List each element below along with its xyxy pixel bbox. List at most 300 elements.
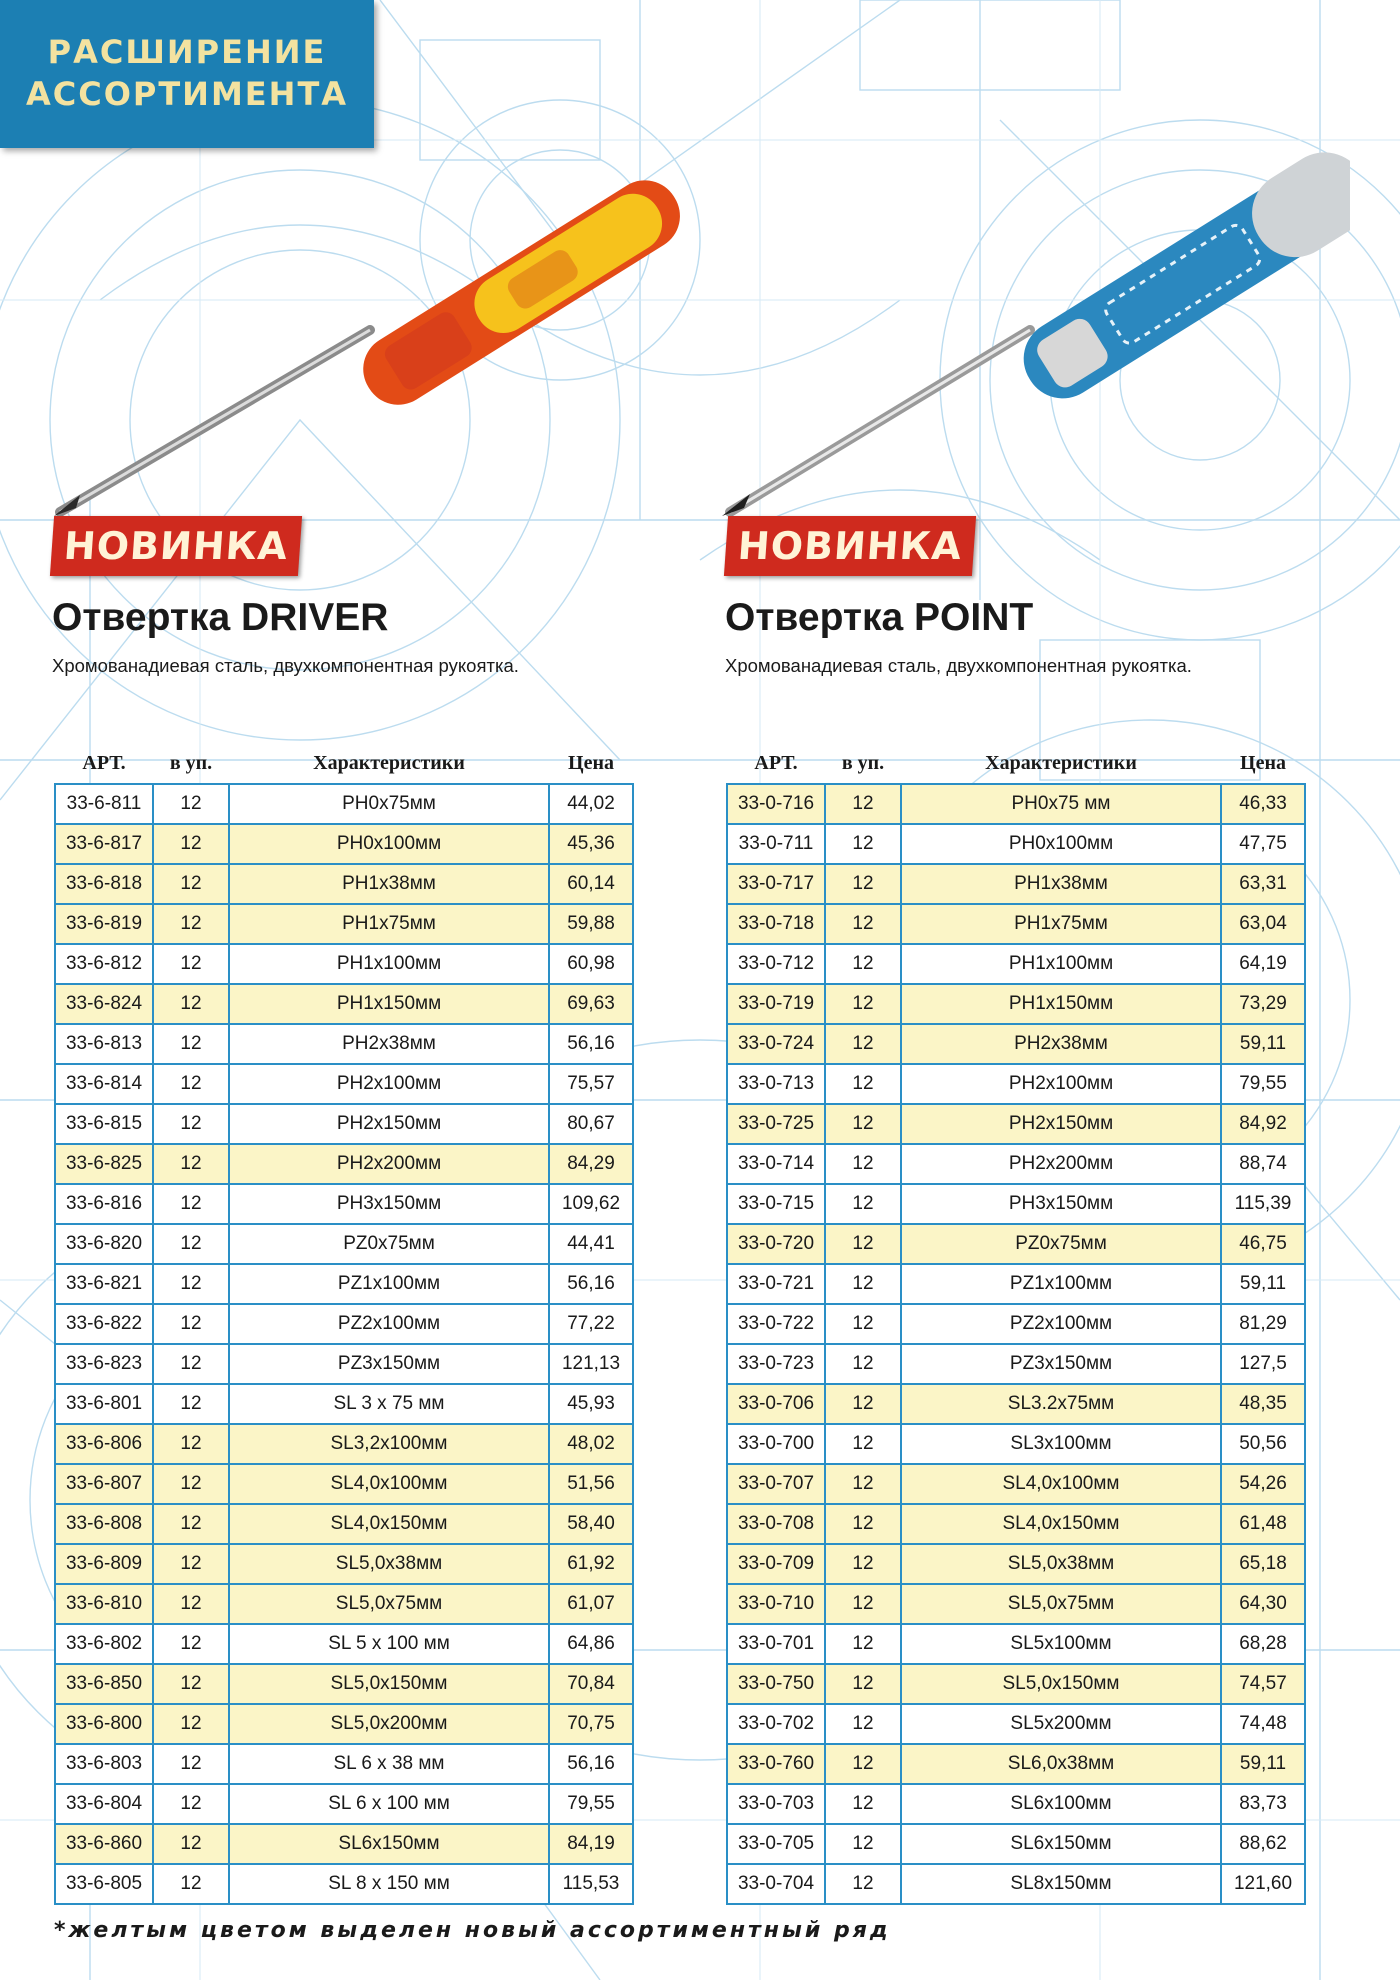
cell-pack-qty: 12 [153, 1144, 229, 1184]
cell-spec: SL8x150мм [901, 1864, 1221, 1904]
table-row [727, 1664, 1305, 1704]
cell-price: 121,60 [1221, 1864, 1305, 1904]
assortment-banner [0, 0, 374, 148]
cell-spec: PZ2x100мм [229, 1304, 549, 1344]
cell-spec: PH2x38мм [229, 1024, 549, 1064]
cell-article: 33-0-721 [727, 1264, 825, 1304]
cell-article: 33-6-807 [55, 1464, 153, 1504]
cell-price: 48,02 [549, 1424, 633, 1464]
cell-article: 33-0-718 [727, 904, 825, 944]
product-description-point: Хромованадиевая сталь, двухкомпонентная рукоятка. [725, 655, 1192, 676]
cell-article: 33-6-822 [55, 1304, 153, 1344]
cell-price: 64,19 [1221, 944, 1305, 984]
cell-spec: PZ0x75мм [229, 1224, 549, 1264]
cell-price: 54,26 [1221, 1464, 1305, 1504]
cell-spec: PZ1x100мм [901, 1264, 1221, 1304]
table-row [55, 1064, 633, 1104]
cell-pack-qty: 12 [153, 1544, 229, 1584]
table-row [727, 824, 1305, 864]
cell-pack-qty: 12 [153, 984, 229, 1024]
table-row [55, 904, 633, 944]
cell-spec: PH0x75 мм [901, 784, 1221, 824]
cell-pack-qty: 12 [153, 1824, 229, 1864]
cell-pack-qty: 12 [153, 1264, 229, 1304]
cell-article: 33-0-708 [727, 1504, 825, 1544]
cell-price: 83,73 [1221, 1784, 1305, 1824]
cell-spec: SL6x100мм [901, 1784, 1221, 1824]
table-row [55, 1584, 633, 1624]
cell-price: 56,16 [549, 1744, 633, 1784]
cell-spec: SL5,0x200мм [229, 1704, 549, 1744]
cell-spec: SL5x200мм [901, 1704, 1221, 1744]
cell-pack-qty: 12 [825, 1144, 901, 1184]
cell-price: 84,29 [549, 1144, 633, 1184]
cell-pack-qty: 12 [153, 1624, 229, 1664]
header-pack: в уп. [169, 751, 213, 774]
cell-spec: PZ2x100мм [901, 1304, 1221, 1344]
cell-article: 33-0-702 [727, 1704, 825, 1744]
header-price: Цена [568, 751, 614, 774]
cell-spec: SL4,0x150мм [901, 1504, 1221, 1544]
cell-price: 79,55 [1221, 1064, 1305, 1104]
cell-article: 33-0-707 [727, 1464, 825, 1504]
cell-spec: SL 8 x 150 мм [229, 1864, 549, 1904]
cell-pack-qty: 12 [825, 1024, 901, 1064]
cell-pack-qty: 12 [825, 1224, 901, 1264]
table-row [727, 1704, 1305, 1744]
cell-spec: PH3x150мм [229, 1184, 549, 1224]
table-row [727, 1304, 1305, 1344]
cell-article: 33-6-818 [55, 864, 153, 904]
cell-article: 33-0-720 [727, 1224, 825, 1264]
cell-price: 60,14 [549, 864, 633, 904]
cell-price: 115,53 [549, 1864, 633, 1904]
cell-pack-qty: 12 [825, 1344, 901, 1384]
table-row [55, 1224, 633, 1264]
cell-article: 33-6-804 [55, 1784, 153, 1824]
cell-price: 77,22 [549, 1304, 633, 1344]
cell-pack-qty: 12 [153, 1664, 229, 1704]
cell-price: 88,74 [1221, 1144, 1305, 1184]
table-header-row [727, 743, 1305, 784]
cell-article: 33-6-816 [55, 1184, 153, 1224]
cell-price: 79,55 [549, 1784, 633, 1824]
cell-spec: SL6x150мм [229, 1824, 549, 1864]
new-badge-point: НОВИНКА [724, 516, 976, 576]
cell-article: 33-0-712 [727, 944, 825, 984]
cell-price: 58,40 [549, 1504, 633, 1544]
cell-article: 33-6-823 [55, 1344, 153, 1384]
cell-price: 84,92 [1221, 1104, 1305, 1144]
cell-article: 33-0-719 [727, 984, 825, 1024]
table-row [55, 1384, 633, 1424]
table-row [727, 1184, 1305, 1224]
cell-pack-qty: 12 [153, 1784, 229, 1824]
table-row [727, 984, 1305, 1024]
cell-pack-qty: 12 [153, 1744, 229, 1784]
cell-article: 33-6-824 [55, 984, 153, 1024]
cell-article: 33-0-703 [727, 1784, 825, 1824]
cell-price: 69,63 [549, 984, 633, 1024]
header-pack: в уп. [841, 751, 885, 774]
table-row [55, 1424, 633, 1464]
cell-pack-qty: 12 [825, 1784, 901, 1824]
cell-article: 33-0-723 [727, 1344, 825, 1384]
cell-article: 33-0-709 [727, 1544, 825, 1584]
cell-spec: PH2x200мм [229, 1144, 549, 1184]
cell-article: 33-6-815 [55, 1104, 153, 1144]
table-body-point [727, 784, 1305, 1904]
cell-spec: SL5,0x75мм [901, 1584, 1221, 1624]
header-art: АРТ. [754, 751, 798, 774]
cell-spec: SL 5 x 100 мм [229, 1624, 549, 1664]
cell-article: 33-0-713 [727, 1064, 825, 1104]
cell-spec: PZ3x150мм [229, 1344, 549, 1384]
table-row [55, 1024, 633, 1064]
header-spec: Характеристики [313, 751, 465, 774]
cell-price: 59,11 [1221, 1264, 1305, 1304]
cell-pack-qty: 12 [825, 1104, 901, 1144]
cell-price: 68,28 [1221, 1624, 1305, 1664]
cell-pack-qty: 12 [153, 1864, 229, 1904]
cell-price: 80,67 [549, 1104, 633, 1144]
cell-pack-qty: 12 [153, 1344, 229, 1384]
cell-article: 33-0-704 [727, 1864, 825, 1904]
cell-price: 47,75 [1221, 824, 1305, 864]
cell-pack-qty: 12 [825, 944, 901, 984]
cell-pack-qty: 12 [825, 1504, 901, 1544]
table-header-row [55, 743, 633, 784]
table-row [55, 1144, 633, 1184]
cell-spec: PH1x75мм [229, 904, 549, 944]
cell-price: 70,84 [549, 1664, 633, 1704]
cell-price: 64,86 [549, 1624, 633, 1664]
table-row [727, 1744, 1305, 1784]
cell-pack-qty: 12 [825, 1304, 901, 1344]
table-row [55, 1824, 633, 1864]
cell-pack-qty: 12 [153, 1584, 229, 1624]
point-screwdriver-image [710, 130, 1350, 520]
cell-pack-qty: 12 [825, 1864, 901, 1904]
table-row [727, 1344, 1305, 1384]
table-row [55, 1504, 633, 1544]
cell-article: 33-0-716 [727, 784, 825, 824]
cell-pack-qty: 12 [153, 1064, 229, 1104]
cell-price: 59,11 [1221, 1744, 1305, 1784]
cell-price: 84,19 [549, 1824, 633, 1864]
table-row [55, 1704, 633, 1744]
cell-pack-qty: 12 [153, 1384, 229, 1424]
table-row [55, 1664, 633, 1704]
cell-spec: PH2x150мм [901, 1104, 1221, 1144]
cell-price: 109,62 [549, 1184, 633, 1224]
cell-article: 33-6-850 [55, 1664, 153, 1704]
cell-spec: PZ3x150мм [901, 1344, 1221, 1384]
cell-price: 45,36 [549, 824, 633, 864]
table-row [55, 1264, 633, 1304]
table-row [727, 1544, 1305, 1584]
cell-price: 65,18 [1221, 1544, 1305, 1584]
driver-screwdriver-image [40, 140, 680, 520]
cell-price: 73,29 [1221, 984, 1305, 1024]
table-row [727, 1064, 1305, 1104]
cell-pack-qty: 12 [825, 1624, 901, 1664]
table-row [55, 1624, 633, 1664]
cell-article: 33-6-825 [55, 1144, 153, 1184]
product-title-driver: Отвертка DRIVER [52, 596, 389, 639]
table-row [55, 784, 633, 824]
banner-line-2: АССОРТИМЕНТА [25, 75, 349, 113]
cell-price: 50,56 [1221, 1424, 1305, 1464]
cell-price: 70,75 [549, 1704, 633, 1744]
cell-article: 33-6-821 [55, 1264, 153, 1304]
cell-pack-qty: 12 [153, 944, 229, 984]
cell-article: 33-6-800 [55, 1704, 153, 1744]
cell-article: 33-6-820 [55, 1224, 153, 1264]
cell-pack-qty: 12 [153, 1304, 229, 1344]
cell-price: 61,48 [1221, 1504, 1305, 1544]
cell-article: 33-0-706 [727, 1384, 825, 1424]
table-row [727, 1024, 1305, 1064]
table-row [727, 1144, 1305, 1184]
table-row [727, 864, 1305, 904]
cell-spec: PH1x150мм [901, 984, 1221, 1024]
table-row [727, 1624, 1305, 1664]
cell-pack-qty: 12 [825, 1384, 901, 1424]
table-body-driver [55, 784, 633, 1904]
cell-price: 56,16 [549, 1264, 633, 1304]
cell-spec: PH0x100мм [901, 824, 1221, 864]
table-row [727, 1584, 1305, 1624]
table-row [55, 1344, 633, 1384]
banner-line-1: РАСШИРЕНИЕ [47, 33, 327, 72]
cell-article: 33-0-722 [727, 1304, 825, 1344]
cell-spec: PH2x100мм [901, 1064, 1221, 1104]
table-row [55, 1104, 633, 1144]
cell-price: 46,75 [1221, 1224, 1305, 1264]
cell-price: 51,56 [549, 1464, 633, 1504]
table-row [55, 1544, 633, 1584]
cell-pack-qty: 12 [153, 864, 229, 904]
cell-price: 45,93 [549, 1384, 633, 1424]
cell-article: 33-6-808 [55, 1504, 153, 1544]
cell-pack-qty: 12 [153, 824, 229, 864]
cell-spec: PH1x100мм [229, 944, 549, 984]
cell-pack-qty: 12 [825, 1584, 901, 1624]
cell-article: 33-6-805 [55, 1864, 153, 1904]
price-table-driver [54, 743, 634, 1905]
cell-price: 121,13 [549, 1344, 633, 1384]
cell-spec: PH1x38мм [229, 864, 549, 904]
table-row [55, 944, 633, 984]
table-row [55, 1864, 633, 1904]
cell-article: 33-0-705 [727, 1824, 825, 1864]
cell-price: 74,57 [1221, 1664, 1305, 1704]
cell-pack-qty: 12 [153, 1464, 229, 1504]
new-badge-driver: НОВИНКА [50, 516, 302, 576]
cell-pack-qty: 12 [825, 904, 901, 944]
cell-spec: SL3.2x75мм [901, 1384, 1221, 1424]
cell-spec: PH3x150мм [901, 1184, 1221, 1224]
cell-spec: PH2x150мм [229, 1104, 549, 1144]
cell-article: 33-6-803 [55, 1744, 153, 1784]
cell-spec: PH2x100мм [229, 1064, 549, 1104]
cell-price: 61,07 [549, 1584, 633, 1624]
cell-spec: SL5x100мм [901, 1624, 1221, 1664]
cell-spec: SL4,0x100мм [229, 1464, 549, 1504]
cell-pack-qty: 12 [825, 784, 901, 824]
table-row [55, 1184, 633, 1224]
cell-spec: PH2x200мм [901, 1144, 1221, 1184]
cell-article: 33-6-819 [55, 904, 153, 944]
cell-article: 33-6-802 [55, 1624, 153, 1664]
table-row [727, 1464, 1305, 1504]
cell-article: 33-0-725 [727, 1104, 825, 1144]
cell-spec: PH1x38мм [901, 864, 1221, 904]
cell-pack-qty: 12 [825, 984, 901, 1024]
cell-price: 59,11 [1221, 1024, 1305, 1064]
cell-price: 127,5 [1221, 1344, 1305, 1384]
table-row [727, 1264, 1305, 1304]
cell-spec: SL5,0x150мм [229, 1664, 549, 1704]
table-row [55, 864, 633, 904]
cell-spec: SL6x150мм [901, 1824, 1221, 1864]
table-row [55, 1464, 633, 1504]
header-art: АРТ. [82, 751, 126, 774]
cell-spec: PH0x100мм [229, 824, 549, 864]
cell-spec: SL 6 x 38 мм [229, 1744, 549, 1784]
header-spec: Характеристики [985, 751, 1137, 774]
table-row [727, 1504, 1305, 1544]
cell-price: 81,29 [1221, 1304, 1305, 1344]
header-price: Цена [1240, 751, 1286, 774]
table-row [55, 824, 633, 864]
cell-spec: PZ1x100мм [229, 1264, 549, 1304]
cell-pack-qty: 12 [825, 1824, 901, 1864]
cell-spec: SL 6 x 100 мм [229, 1784, 549, 1824]
cell-spec: SL4,0x100мм [901, 1464, 1221, 1504]
cell-price: 60,98 [549, 944, 633, 984]
cell-spec: SL 3 x 75 мм [229, 1384, 549, 1424]
cell-pack-qty: 12 [825, 1264, 901, 1304]
cell-spec: PH0x75мм [229, 784, 549, 824]
cell-spec: SL4,0x150мм [229, 1504, 549, 1544]
cell-article: 33-0-700 [727, 1424, 825, 1464]
cell-article: 33-6-813 [55, 1024, 153, 1064]
table-row [727, 1104, 1305, 1144]
table-row [727, 944, 1305, 984]
cell-article: 33-0-750 [727, 1664, 825, 1704]
cell-price: 64,30 [1221, 1584, 1305, 1624]
table-row [727, 1224, 1305, 1264]
cell-article: 33-6-812 [55, 944, 153, 984]
cell-price: 44,41 [549, 1224, 633, 1264]
cell-pack-qty: 12 [153, 1224, 229, 1264]
table-row [727, 1384, 1305, 1424]
cell-pack-qty: 12 [825, 1704, 901, 1744]
table-row [727, 1864, 1305, 1904]
cell-article: 33-6-860 [55, 1824, 153, 1864]
cell-pack-qty: 12 [825, 1744, 901, 1784]
cell-pack-qty: 12 [153, 1424, 229, 1464]
cell-article: 33-6-806 [55, 1424, 153, 1464]
cell-spec: PH1x150мм [229, 984, 549, 1024]
cell-price: 61,92 [549, 1544, 633, 1584]
table-row [55, 1744, 633, 1784]
cell-price: 56,16 [549, 1024, 633, 1064]
cell-price: 88,62 [1221, 1824, 1305, 1864]
cell-article: 33-6-810 [55, 1584, 153, 1624]
cell-pack-qty: 12 [153, 1024, 229, 1064]
table-row [727, 784, 1305, 824]
cell-spec: SL5,0x38мм [901, 1544, 1221, 1584]
cell-price: 48,35 [1221, 1384, 1305, 1424]
cell-spec: SL5,0x150мм [901, 1664, 1221, 1704]
cell-pack-qty: 12 [825, 1184, 901, 1224]
cell-pack-qty: 12 [825, 1464, 901, 1504]
product-description-driver: Хромованадиевая сталь, двухкомпонентная рукоятка. [52, 655, 519, 676]
cell-price: 74,48 [1221, 1704, 1305, 1744]
cell-pack-qty: 12 [153, 1104, 229, 1144]
cell-article: 33-0-711 [727, 824, 825, 864]
cell-pack-qty: 12 [153, 1704, 229, 1744]
cell-article: 33-0-724 [727, 1024, 825, 1064]
cell-price: 44,02 [549, 784, 633, 824]
cell-spec: PH1x100мм [901, 944, 1221, 984]
cell-pack-qty: 12 [825, 1664, 901, 1704]
footnote: *желтым цветом выделен новый ассортиментный ряд [54, 1918, 891, 1943]
cell-price: 46,33 [1221, 784, 1305, 824]
table-row [55, 1784, 633, 1824]
cell-pack-qty: 12 [825, 1064, 901, 1104]
cell-spec: SL5,0x75мм [229, 1584, 549, 1624]
cell-article: 33-6-811 [55, 784, 153, 824]
cell-spec: PZ0x75мм [901, 1224, 1221, 1264]
cell-article: 33-0-715 [727, 1184, 825, 1224]
product-title-point: Отвертка POINT [725, 596, 1034, 639]
cell-article: 33-6-801 [55, 1384, 153, 1424]
cell-price: 115,39 [1221, 1184, 1305, 1224]
cell-price: 63,31 [1221, 864, 1305, 904]
cell-price: 75,57 [549, 1064, 633, 1104]
table-row [727, 1424, 1305, 1464]
price-table-point [726, 743, 1306, 1905]
cell-pack-qty: 12 [153, 1184, 229, 1224]
cell-article: 33-0-714 [727, 1144, 825, 1184]
table-row [727, 1824, 1305, 1864]
cell-spec: SL5,0x38мм [229, 1544, 549, 1584]
cell-pack-qty: 12 [153, 784, 229, 824]
table-row [727, 1784, 1305, 1824]
cell-pack-qty: 12 [153, 1504, 229, 1544]
cell-article: 33-0-701 [727, 1624, 825, 1664]
cell-article: 33-0-717 [727, 864, 825, 904]
cell-spec: PH2x38мм [901, 1024, 1221, 1064]
table-row [727, 904, 1305, 944]
cell-pack-qty: 12 [825, 864, 901, 904]
cell-pack-qty: 12 [825, 824, 901, 864]
cell-article: 33-6-817 [55, 824, 153, 864]
cell-article: 33-6-814 [55, 1064, 153, 1104]
cell-spec: SL3x100мм [901, 1424, 1221, 1464]
cell-price: 59,88 [549, 904, 633, 944]
cell-article: 33-0-760 [727, 1744, 825, 1784]
cell-pack-qty: 12 [825, 1424, 901, 1464]
cell-price: 63,04 [1221, 904, 1305, 944]
cell-pack-qty: 12 [825, 1544, 901, 1584]
cell-spec: SL6,0x38мм [901, 1744, 1221, 1784]
cell-spec: SL3,2x100мм [229, 1424, 549, 1464]
